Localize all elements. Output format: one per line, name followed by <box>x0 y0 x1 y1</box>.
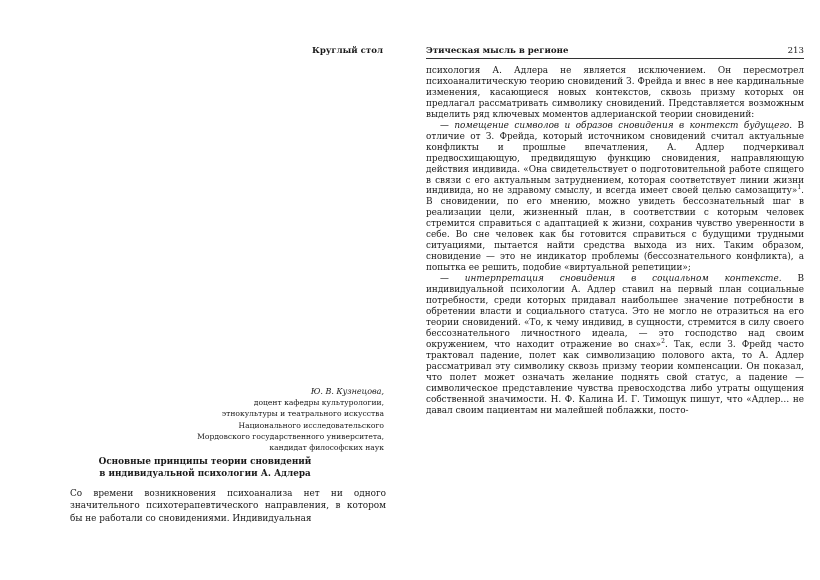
body-paragraph <box>426 121 804 274</box>
page-number: 213 <box>787 46 804 56</box>
author-degree-line: кандидат философских наук <box>269 443 384 453</box>
right-running-head <box>426 46 804 59</box>
body-paragraph <box>426 274 804 416</box>
paragraph-text: психология А. Адлера не является исключением. Он пересмотрел психоаналитическую теорию сновидений З. Фрейда и внес в нее кардинальные изменения, касающиеся новых контекстов, сквозь призму которых он предлагал рассматривать символику сновидений. Представляется возможным выделить ряд ключевых моментов адлерианской теории сновидений: <box>426 66 804 120</box>
thesis-heading: — помещение символов и образов сновидения в контекст будущего. <box>440 120 793 131</box>
author-affiliation-line: доцент кафедры культурологии, <box>253 398 384 408</box>
body-paragraph <box>426 66 804 121</box>
article-body <box>426 66 804 417</box>
author-affiliation-line: этнокультуры и театрального искусства <box>221 409 384 419</box>
right-page <box>410 0 820 580</box>
article-title-line: Основные принципы теории сновидений <box>98 457 312 467</box>
intro-paragraph <box>70 488 386 525</box>
article-title <box>30 457 380 480</box>
thesis-heading: — интерпретация сновидения в социальном контексте. <box>440 274 782 285</box>
paragraph-text: . Так, если З. Фрейд часто трактовал падение, полет как символизацию полового акта, то А. Адлер рассматривал эту символику сквозь призму теории компенсации. Он показал, что полет может означать желание поднять свой статус, а падение — символическое представление чувства превосходства либо утраты ощущения собственной значимости. Н. Ф. Калина И. Г. Тимощук пишут, что «Адлер… не давал своим пациентам ни малейшей поблажки, посто- <box>426 339 804 416</box>
intro-text: Со времени возникновения психоанализа нет ни одного значительного психотерапевтического направления, в котором бы не работали со сновидениями. Индивидуальная <box>70 489 386 524</box>
article-title-line: в индивидуальной психологии А. Адлера <box>99 468 311 479</box>
footnote-marker[interactable]: 2 <box>661 337 665 345</box>
left-running-head: Круглый стол <box>312 46 383 56</box>
footnote-marker[interactable]: 1 <box>797 184 802 192</box>
author-affiliation-line: Национального исследовательского <box>238 420 384 430</box>
right-running-head-title: Этическая мысль в регионе <box>426 46 569 56</box>
paragraph-text: В отличие от З. Фрейда, который источником сновидений считал актуальные конфликты и прошлые впечатления, А. Адлер подчеркивал предвосхищающую, предвидящую функцию сновидения, направляющую действия индивида. «Она свидетельствует о подготовительной работе спящего в связи с его актуальным затруднением, которая соответствует линии жизни индивида, но не здравому смыслу, и всегда имеет своей целью самозащиту» <box>426 120 805 197</box>
author-name: Ю. В. Кузнецова, <box>310 387 384 396</box>
author-block <box>197 386 384 453</box>
paragraph-text: В индивидуальной психологии А. Адлер ставил на первый план социальные потребности, среди которых придавал наибольшее значение потребности в обретении власти и социального статуса. Это не могло не отразиться на его теории сновидений. «То, к чему индивид, в сущности, стремится в силу своего бессознательного личностного идеала, — это господство над своим окружением, что находит отражение во снах» <box>426 274 805 350</box>
author-affiliation-line: Мордовского государственного университета, <box>197 431 384 441</box>
paragraph-text: . В сновидении, по его мнению, можно увидеть бессознательный шаг в реализации цели, жизненный план, в соответствии с которым человек стремится справиться с адаптацией к жизни, сохранив чувство уверенности в себе. Во сне человек как бы готовится справиться с будущими трудными ситуациями, пытается найти средства выхода из них. Таким образом, сновидение — это не индикатор проблемы (бессознательного конфликта), а попытка ее решить, подобие «виртуальной репетиции»; <box>426 186 804 274</box>
